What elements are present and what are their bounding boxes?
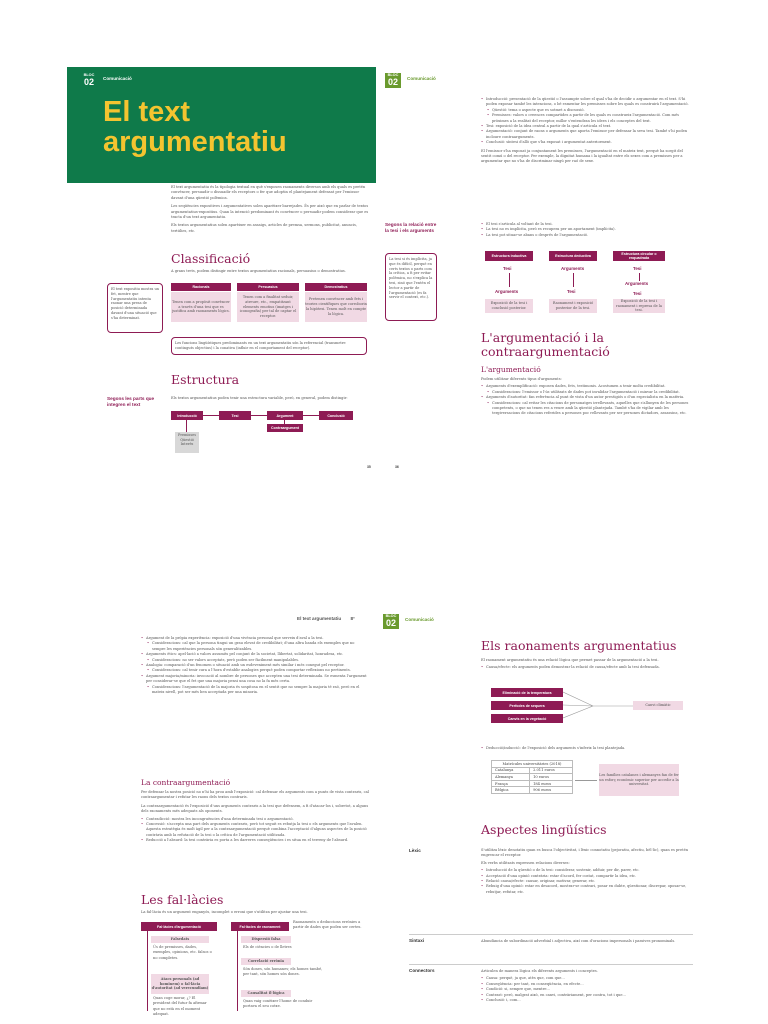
structure-circular: Estructura circular o enquadrada xyxy=(613,251,665,261)
section-label: Comunicació xyxy=(103,76,132,81)
estructura-title: Estructura xyxy=(171,372,240,387)
part-introduccio: Introducció xyxy=(171,411,203,420)
fal-atacs: Atacs personals (ad hominem) o fal·làcia d'autoritat (ad verecundiam) xyxy=(151,974,209,994)
type-demostratius: Demostratius xyxy=(305,283,367,291)
divider-1 xyxy=(409,934,693,935)
cause-3: Canvis en la vegetació xyxy=(491,714,563,723)
contra-title: La contraargumentació xyxy=(141,778,231,787)
argumentacio-title: L'argumentació i la contraargumentació xyxy=(481,330,610,359)
page-1 xyxy=(67,67,376,471)
matricules-table: Matrícules universitàries (2018) Catalunya 2.011 euros Alemanya 10 euros França 184 euros Bèlgica 906 euros xyxy=(491,760,573,794)
structure-inductiva: Estructura inductiva xyxy=(485,251,533,261)
cause-1: Eliminació de la temperatura xyxy=(491,688,563,697)
intro-subbox: Premisses Qüestió Interès xyxy=(175,432,199,453)
fal-dispersio-desc: Els de ciències o de lletres xyxy=(243,945,292,949)
argumentacio-subtitle: L'argumentació xyxy=(481,365,541,374)
fal-dispersio: Dispersió falsa xyxy=(241,936,291,943)
sintaxi-text: Abundància de subordinació adverbial i adjectiva, així com d'oracions impersonals i passives pronominals. xyxy=(481,939,676,943)
fal-falsedats: Falsedats xyxy=(151,936,209,943)
raonaments-list2: • Deducció/inducció: de l'exposició dels arguments s'inferix la tesi plantejada. xyxy=(481,746,693,751)
inductiva-b: Arguments xyxy=(495,289,519,294)
falacies-raonament-header: Fal·làcies de raonament xyxy=(231,922,289,931)
type-persuasius-desc: Tenen com a finalitat seduir, atreure, etc., empatitzant elements emotius (imatges i iconografia) per tal de captar el receptor. xyxy=(237,292,299,322)
classificacio-intro: A grans trets, podem distingir entre textos argumentatius racionals, persuasius o demostratius. xyxy=(171,269,346,273)
fal-left-line xyxy=(147,931,148,1011)
expositive-note: El text expositiu mostra un fet, mentre que l'argumentatiu intenta raonar una presa de posició determinada davant d'una situació que s'ha determinat. xyxy=(107,283,163,333)
fal-right-line xyxy=(237,931,238,1011)
fal-causalitat-desc: Quan vaig conèixer l'home de conduir portava el seu cotxe. xyxy=(243,999,313,1009)
relacio-note: La tesi si és implícita, ja que és difícil, perquè en certs textos o parts com la crítica, a fi per evitar polèmica, no s'explica la tesi, sinó que l'entén el lector a partir de l'argumentació (es fa servir el context, etc.). xyxy=(385,253,437,321)
estructura-intro: Els textos argumentatius poden tenir una estructura variable, però, en general, podem distingir: xyxy=(171,396,348,400)
connectors-label: Connectors xyxy=(409,968,435,973)
part-tesi: Tesi xyxy=(219,411,251,420)
raonaments-title: Els raonaments argumentatius xyxy=(481,638,677,653)
page-4 xyxy=(381,608,699,1024)
cause-arrows xyxy=(563,688,643,724)
classificacio-title: Classificació xyxy=(171,251,251,266)
arrow-3 xyxy=(639,273,640,281)
bloc-badge: BLOC 02 xyxy=(385,73,401,88)
page-2 xyxy=(381,67,699,471)
estructura-side: Segons les parts que integren el text xyxy=(107,396,155,407)
structure-deductiva: Estructura deductiva xyxy=(549,251,597,261)
page-3 xyxy=(67,608,376,1024)
circular-a: Tesi xyxy=(633,266,642,271)
type-persuasius: Persuasius xyxy=(237,283,299,291)
type-racionals: Racionals xyxy=(171,283,231,291)
page-number: 35 xyxy=(367,465,371,469)
lexic-label: Lèxic xyxy=(409,848,421,853)
raonaments-intro: El raonament argumentatiu és una relació lògica que permet passar de la argumentació a la tesi. • Causa/efecte: els arguments poden demostrar la relació de causa/efecte amb la tesi defensada. xyxy=(481,658,693,671)
page-number: 36 xyxy=(395,465,399,469)
bloc-badge: BLOC 02 xyxy=(383,614,399,629)
inductiva-desc: Exposició de la tesi i conclusió posterior. xyxy=(485,299,533,313)
fal-falsedats-desc: Ús de premisses, dades, exemples, opinions, etc. falsos o no completes. xyxy=(153,945,212,960)
section-label: Comunicació xyxy=(407,76,436,81)
contra-text: Per defensar la nostra posició no n'hi ha prou amb l'exposició: cal defensar els arguments com a punts de vista contraris, cal contraargumentar i refutar les raons dels textos contraris. La contraargumentació és l'exposició d'uns arguments contraris a la tesi que defensem, a fi d'atacar-los i, sobretot, a alguns dels raonaments més adequats als oponents. • Contradicció: mostra les incongruències d'una determinada tesi o argumentació. • Concessió: s'accepta una part dels arguments contraris, però tot seguit es rebutja la tesi o els arguments que l'avalen. Aquesta estratègia és molt àgil per a la contraargumentació perquè combina l'acceptació d'alguns aspectes de la posició contrària amb la refutació de la tesi o la crítica de l'argumentació utilitzada. • Reducció a l'absurd: la tesi contrària es porta a les darreres conseqüències i es situa en el terreny de l'absurd. xyxy=(141,790,369,844)
lexic-text: S'utilitza lèxic denotatiu quan es busca l'objectivitat, i lèxic connotatiu (pejoratiu, afectiu, bèl·lic), quan es pretén engrescar el receptor. Els verbs utilitzats expressen relacions diverses: • Introducció de la qüestió o de la tesi: considerar, sostenir, adduir, per dir, parer, etc. • Acceptació d'una opinió contrària: estar d'acord, fer costat, compartir la idea, etc. • Relació causa/efecte: causar, originar, motivar, generar, etc. • Rebuig d'una opinió: estar en desacord, mostrar-se contrari, posar en dubte, qüestionar, discrepar, oposar-se, rebutjar, refutar, etc. xyxy=(481,848,693,895)
effect-box: Canvi climàtic xyxy=(633,701,683,710)
fal-atacs-desc: Quan coge morar, ¿? El president del futur fa afirmar que no està en el moment adequat. xyxy=(153,996,207,1017)
divider-2 xyxy=(409,964,693,965)
intro-text: El text argumentatiu és la tipologia textual en què s'exposen raonaments diversos amb els quals es pretén convèncer, persuadir o dissuadir els receptors o fer que adoptin el plantejament defensat per l'emissor davant d'una qüestió polèmica. Les seqüències expositives i argumentatives solen aparèixer barrejades. És per això que en parlar de textos argumentatius-expositius. Quan la intenció predominant és convèncer o persuadir podem considerar que es tracta d'un text argumentatiu. Els textos argumentatius solen aparèixer en assaigs, articles de premsa, sermons, publicitat, anuncis, tertúlies, etc. xyxy=(171,185,369,233)
running-header: El text argumentatiu 8° xyxy=(297,616,355,621)
connectors-text: Articulen de manera lògica els diferents arguments i conceptes. • Causa: perquè, ja que, atès que, com que... • Conseqüència: per tant, en conseqüència, en efecte... • Condició: si, sempre que, mentre... • Contrast: però, malgrat això, en canvi, contràriament, per contra, tot i que... • Conclusió: i, com... xyxy=(481,969,693,1003)
circular-b: Arguments xyxy=(625,281,649,286)
falacies-title: Les fal·làcies xyxy=(141,892,224,907)
part-conclusio: Conclusió xyxy=(319,411,353,420)
relacio-list: • El tesi s'articula al voltant de la tesi. • La tesi no es implícita, però es recupera per un aportament (implícita). • La tesi pot situar-se abans o després de l'argumentació. xyxy=(481,222,691,238)
fal-correlacio: Correlació errònia xyxy=(241,958,291,965)
arguments-list: Podem utilitzar diferents tipus d'arguments: • Arguments d'exemplificació: exposen dades, fets, testimonis. Acostumen a tenir molta credibilitat. • Consideracions: l'emissor o l'ús utilitzats de dades pot invalidar l'argumentació i minvar la credibilitat. • Arguments d'autoritat: fan referència al punt de vista d'un autor prestigiós o d'un especialista en la matèria. • Consideracions: cal evitar les citacions de personatges irrellevants, aquelles que s'allunyen de les persones competents, o que no tenen res a veure amb la qüestió plantejada. També s'ha de vigilar amb les tergiversacions de citacions referides a persones poc rellevants per ser persones dictadors, assassins, etc. xyxy=(481,377,691,417)
circular-desc: Exposició de la tesi i raonament i represa de la tesi. xyxy=(613,299,665,313)
funcions-note: Les funcions lingüístiques predominants en un text argumentatiu són la referencial (transmetre continguts objectius) i la conativa (influir en el comportament del receptor). xyxy=(171,337,367,355)
falacies-intro: La fal·làcia és un argument enganyós, incomplet o erroni que s'utilitza per ajustar una tesi. xyxy=(141,910,308,914)
title-banner xyxy=(67,67,376,183)
page-title: El text argumentatiu xyxy=(103,96,287,158)
intro-connector xyxy=(186,420,187,432)
structure-list: • Introducció: presentació de la qüestió o l'assumpte sobre el qual s'ha de decidir o argumentar en el text. S'hi poden exposar també les intencions, o bé esmentar les premisses sobre les quals es construirà l'argumentació. • Qüestió: tema o aspecte que es sotmet a discussió. • Premisses: valors o creences compartides a partir de les quals es construeix l'argumentació. Com més pròximes a la realitat del receptor, millor s'entendran les idees i els conceptes del text. • Tesi: exposició de la idea central a partir de la qual s'articula el text. • Argumentació: conjunt de raons o arguments que aporta l'emissor per defensar la seva tesi. També s'hi poden incloure contraarguments. • Conclusió: síntesi d'allò que s'ha exposat i argumentat anteriorment. El l'emissor s'ha exposat ja conjuntament les premisses, l'argumentació en el mateix text, perquè ha sorgit del sentit comú o del receptor. Per exemple, la dignitat humana i la igualtat entre els sexes com a premisses per a argumentar que no s'ha de discriminar ningú per raó de sexe. xyxy=(481,97,691,165)
falacies-argumentacio-header: Fal·làcies d'argumentació xyxy=(141,922,217,931)
aspectes-title: Aspectes lingüístics xyxy=(481,822,607,837)
type-demostratius-desc: Pretenen convèncer amb fets i teories científiques que corroborin la hipòtesi. Tenen molt en compte la lògica. xyxy=(305,292,367,322)
table-note: Les famílies catalanes i alemanyes fan de fer un esforç econòmic superior per accedir a la universitat. xyxy=(599,764,679,796)
table-arrow xyxy=(575,780,597,781)
part-contraargument: Contraargument xyxy=(267,424,303,432)
arrow-1 xyxy=(509,273,510,287)
deductiva-a: Arguments xyxy=(561,266,585,271)
fal-correlacio-desc: Són dones, són humanes; els homes també, per tant, són homes són dones. xyxy=(243,967,323,977)
arrow-2 xyxy=(573,273,574,287)
type-racionals-desc: Tenen com a propòsit convèncer a través d'una tesi que es justifica amb raonaments lògics. xyxy=(171,292,231,322)
part-argument: Argument xyxy=(267,411,303,420)
bloc-badge: BLOC 02 xyxy=(81,73,97,88)
inductiva-a: Tesi xyxy=(503,266,512,271)
falacies-note: Raonaments o deduccions errònies a partir de dades que poden ser certes. xyxy=(293,920,362,930)
circular-c: Tesi xyxy=(633,291,642,296)
arguments-list-cont: • Argument de la pròpia experiència: exposició d'una vivència personal que serveix d'aval a la tesi. • Consideracions: cal que la persona tingui un grau elevat de credibilitat; d'una altra banda els exemples que no sempre les experiències personals són generalitzables. • Arguments ètics: apel·lació a valors assumits pel conjunt de la societat, llibertat, solidaritat, honradesa, etc. • Consideracions: no ser valors acceptats, però poden ser fàcilment manipulables. • Analogia: comparació d'un fenomen o situació amb un esdeveniment més similar i més conegut pel receptor. • Consideracions: cal tenir cura a l'hora d'establir analogies perquè poden comportar reflexions no pertinents. • Argument majoria/minoria: invocació al nombre de persones que accepten una tesi determinada. Se esmenta l'argument per considerar-se que el fet que una majoria pensi una cosa no la fa més certa. • Consideracions: l'argumentació de la majoria és sospitosa en el sentit que no sempre la majoria té raó, però en el mateix nivell, pot ser més ben acceptada per una minoria. xyxy=(141,636,369,695)
cause-2: Perfodes de sequera xyxy=(491,701,563,710)
sintaxi-label: Sintaxi xyxy=(409,938,425,943)
deductiva-b: Tesi xyxy=(567,289,576,294)
deductiva-desc: Raonament i exposició posterior de la tesi. xyxy=(549,299,597,313)
section-label: Comunicació xyxy=(405,617,434,622)
fal-causalitat: Causalitat il·lògica xyxy=(241,990,291,997)
relacio-side: Segons la relació entre la tesi i els arguments xyxy=(385,222,437,233)
